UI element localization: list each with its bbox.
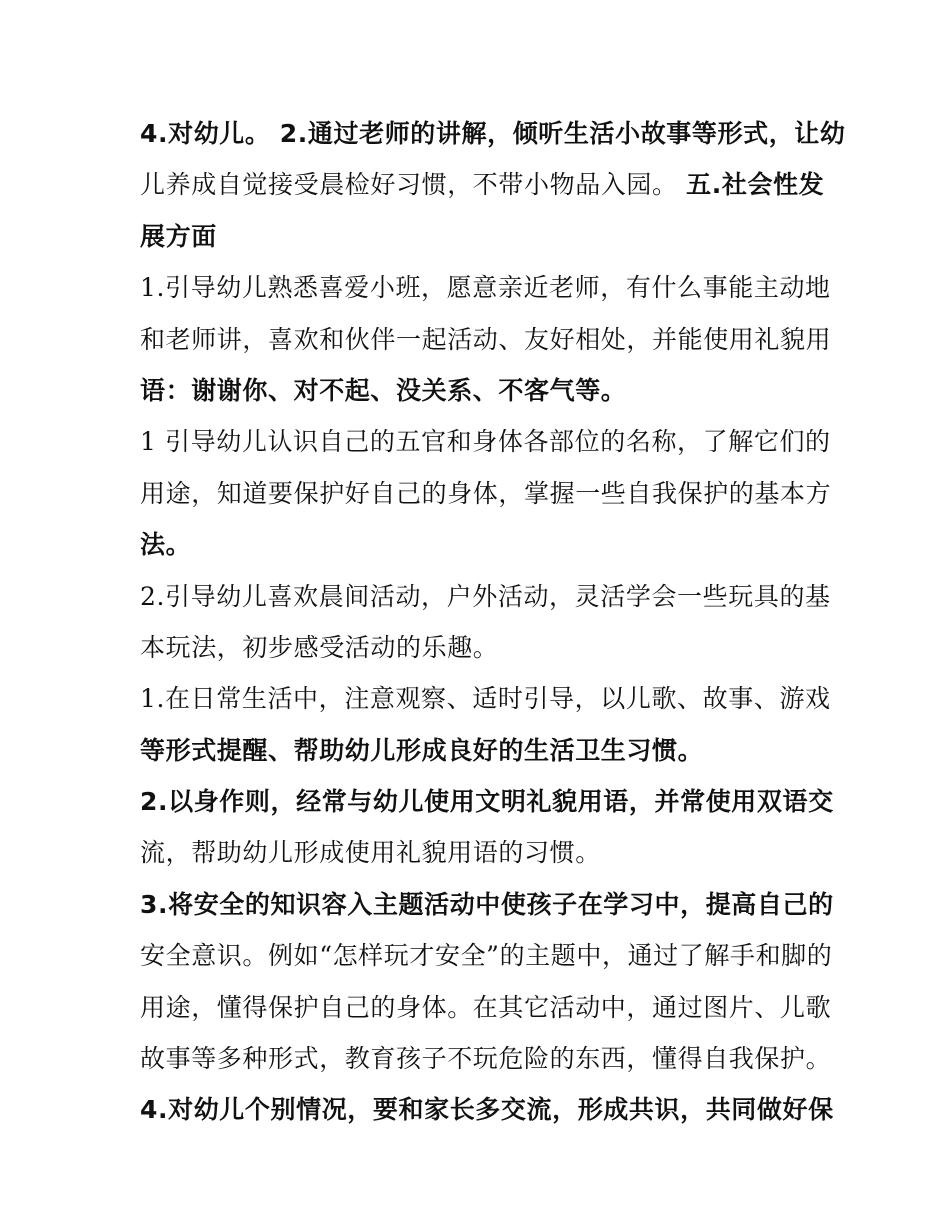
text-line: 和老师讲，喜欢和伙伴一起活动、友好相处，并能使用礼貌用 xyxy=(140,324,832,354)
section-heading: 五.社会性发 xyxy=(686,170,825,200)
text-segment: 4.对幼儿。 2.通过老师的讲解，倾听生活小故事等形式，让幼 xyxy=(140,119,846,148)
document-body xyxy=(140,108,846,1136)
text-line: 2.以身作则，经常与幼儿使用文明礼貌用语，并常使用双语交 xyxy=(140,787,834,817)
text-line: 用途，懂得保护自己的身体。在其它活动中，通过图片、儿歌 xyxy=(140,992,832,1022)
text-line: 故事等多种形式，教育孩子不玩危险的东西，懂得自我保护。 xyxy=(140,1044,832,1074)
text-line: 1.在日常生活中，注意观察、适时引导，以儿歌、故事、游戏 xyxy=(140,684,831,714)
section-heading: 展方面 xyxy=(140,221,217,251)
text-line: 等形式提醒、帮助幼儿形成良好的生活卫生习惯。 xyxy=(140,735,704,765)
text-line: 安全意识。例如“怎样玩才安全”的主题中，通过了解手和脚的 xyxy=(140,941,833,971)
text-line: 4.对幼儿个别情况，要和家长多交流，形成共识，共同做好保 xyxy=(140,1095,834,1125)
text-line: 用途，知道要保护好自己的身体，掌握一些自我保护的基本方 xyxy=(140,478,832,508)
text-line xyxy=(140,159,825,210)
text-line: 语：谢谢你、对不起、没关系、不客气等。 xyxy=(140,375,627,405)
text-line: 2.引导幼儿喜欢晨间活动，户外活动，灵活学会一些玩具的基 xyxy=(140,581,831,611)
text-line: 3.将安全的知识容入主题活动中使孩子在学习中，提高自己的 xyxy=(140,889,834,919)
text-line: 1 引导幼儿认识自己的五官和身体各部位的名称，了解它们的 xyxy=(140,427,831,457)
text-segment: 儿养成自觉接受晨检好习惯，不带小物品入园。 xyxy=(140,170,687,200)
text-line xyxy=(140,108,846,159)
text-line: 本玩法，初步感受活动的乐趣。 xyxy=(140,632,499,662)
text-line: 流，帮助幼儿形成使用礼貌用语的习惯。 xyxy=(140,838,601,868)
text-line: 1.引导幼儿熟悉喜爱小班，愿意亲近老师，有什么事能主动地 xyxy=(140,273,831,303)
text-line: 法。 xyxy=(140,530,192,560)
